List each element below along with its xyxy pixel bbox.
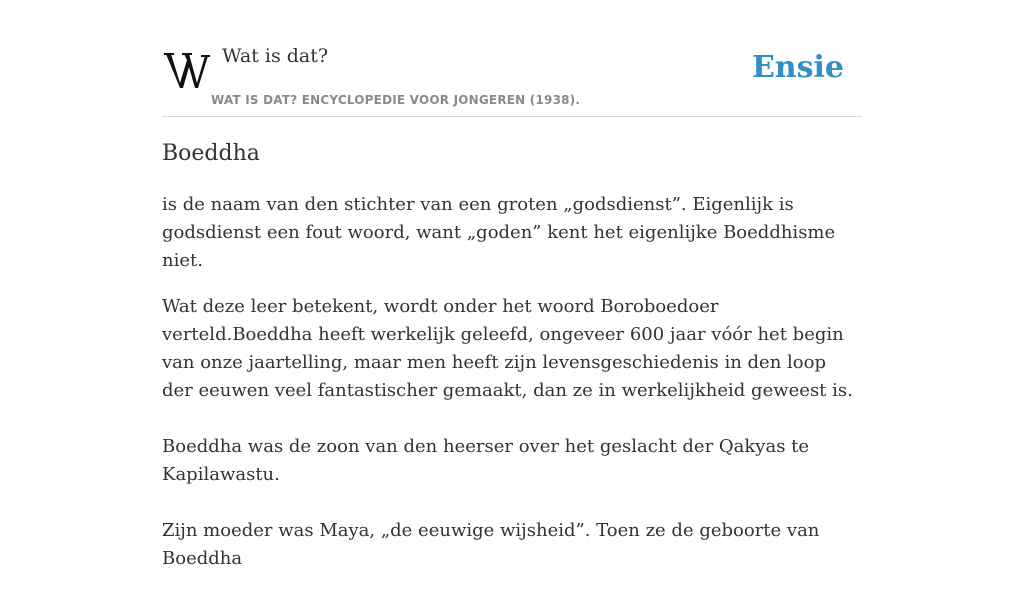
article-paragraph: is de naam van den stichter van een groten „godsdienst”. Eigenlijk is godsdienst een fout woord, want „goden” kent het eigenlijke Boeddhisme niet. — [162, 194, 836, 271]
site-header — [162, 0, 862, 117]
site-title[interactable]: Wat is dat? — [222, 45, 329, 67]
w-logo-icon[interactable] — [164, 50, 210, 90]
article-paragraph: Wat deze leer betekent, wordt onder het woord Boroboedoer verteld.Boeddha heeft werkelijk geleefd, ongeveer 600 jaar vóór het begin van onze jaartelling, maar men heeft zijn levensgeschiedenis in den loop der eeuwen veel fantastischer gemaakt, dan ze in werkelijkheid geweest is. — [162, 296, 853, 401]
article-paragraph: Boeddha was de zoon van den heerser over het geslacht der Qakyas te Kapilawastu. — [162, 436, 810, 485]
brand-link[interactable]: Ensie — [751, 50, 844, 85]
article-paragraph: Zijn moeder was Maya, „de eeuwige wijsheid”. Toen ze de geboorte van Boeddha — [162, 520, 820, 569]
article-headword: Boeddha — [162, 141, 260, 166]
article — [162, 139, 862, 591]
source-subtitle: WAT IS DAT? ENCYCLOPEDIE VOOR JONGEREN (1938). — [211, 93, 581, 107]
